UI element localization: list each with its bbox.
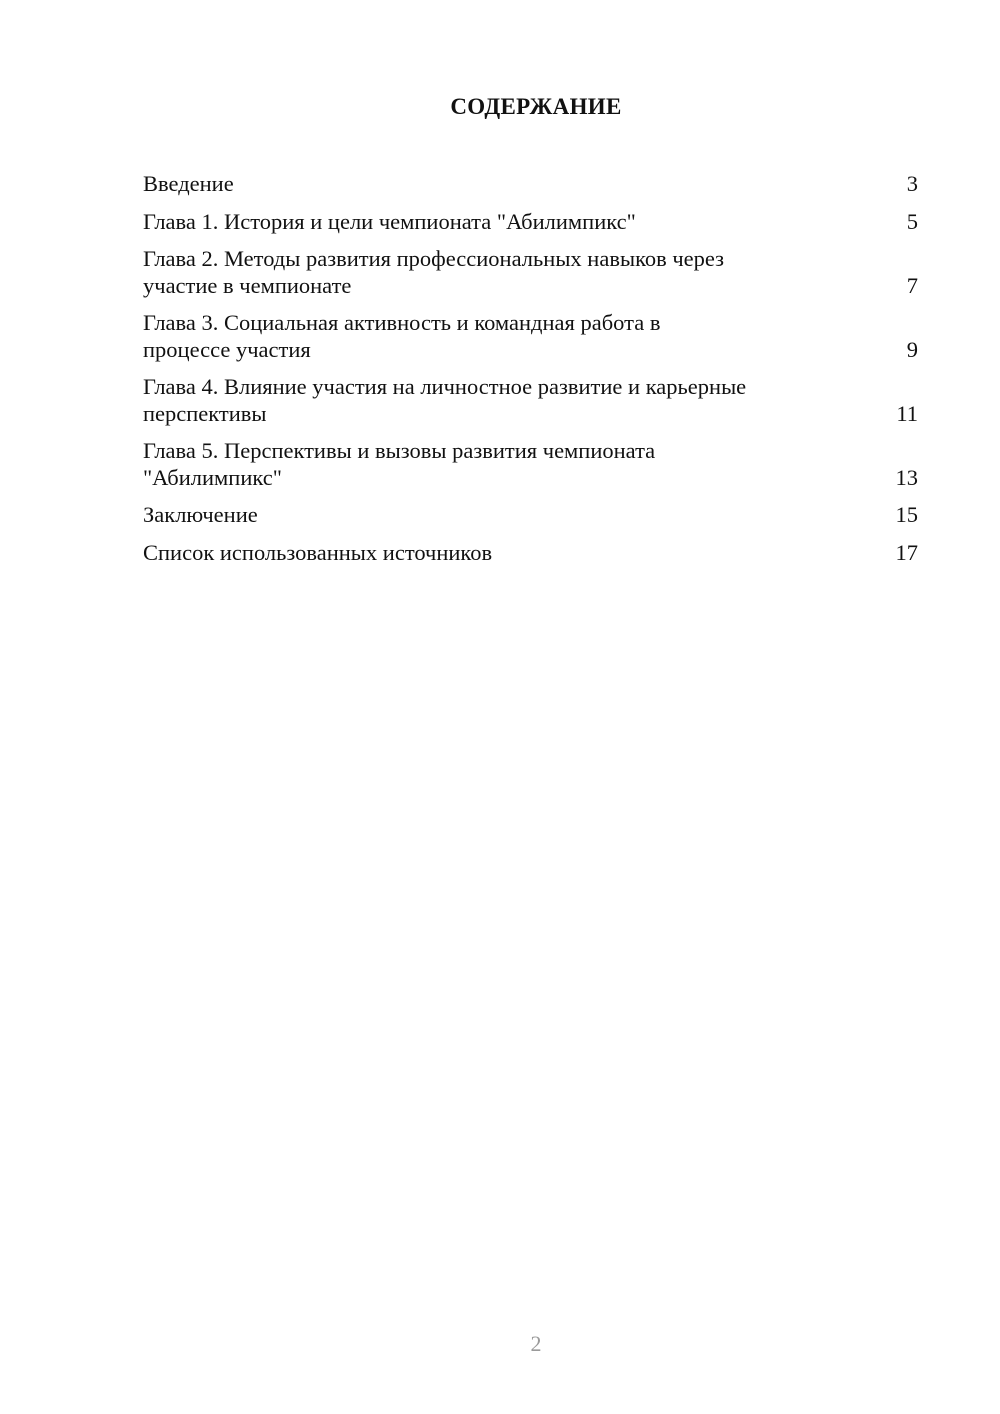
toc-entry-title: Глава 2. Методы развития профессиональных навыков через участие в чемпионате: [143, 246, 725, 298]
toc-entry-title: Глава 1. История и цели чемпионата "Абилимпикс": [143, 208, 636, 234]
toc-entry-introduction: [143, 171, 918, 198]
toc-entry-chapter-5: [143, 438, 918, 491]
toc-entry-title: Глава 5. Перспективы и вызовы развития чемпионата "Абилимпикс": [143, 438, 656, 490]
toc-entry-chapter-4: [143, 374, 918, 427]
page-number: 2: [530, 1331, 542, 1356]
page-title: СОДЕРЖАНИЕ: [450, 94, 622, 119]
toc-entry-title: Глава 3. Социальная активность и командная работа в процессе участия: [143, 310, 661, 362]
toc-entry-chapter-2: [143, 246, 918, 299]
toc-entry-title: Глава 4. Влияние участия на личностное развитие и карьерные перспективы: [143, 374, 747, 426]
toc-entry-page: 5: [906, 208, 918, 234]
toc-entry-title: Список использованных источников: [143, 539, 493, 565]
toc-entry-page: 3: [906, 171, 918, 196]
toc-entry-page: 9: [906, 336, 918, 362]
toc-entry-page: 13: [895, 464, 918, 490]
toc-entry-title: Заключение: [143, 502, 258, 527]
toc-entry-page: 7: [906, 272, 918, 298]
toc-entry-title: Введение: [143, 171, 234, 196]
table-of-contents: [143, 171, 918, 577]
toc-entry-references: [143, 540, 918, 567]
toc-entry-page: 11: [896, 400, 918, 426]
toc-entry-conclusion: [143, 502, 918, 529]
toc-entry-chapter-1: [143, 209, 918, 236]
toc-entry-page: 17: [895, 539, 918, 565]
toc-entry-page: 15: [895, 502, 918, 527]
toc-entry-chapter-3: [143, 310, 918, 363]
